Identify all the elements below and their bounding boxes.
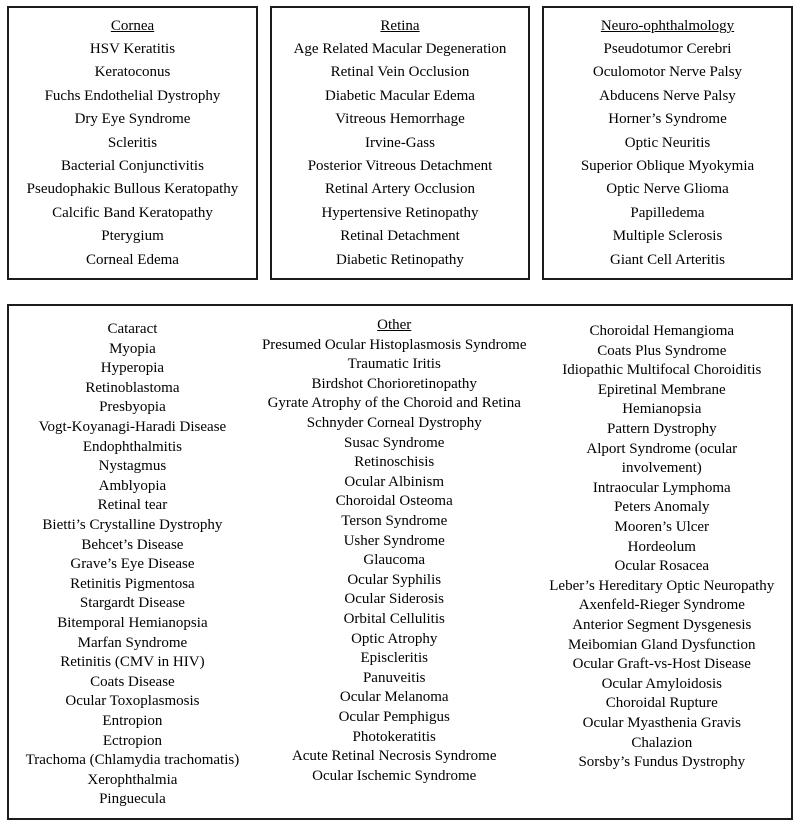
other-middle-column — [250, 316, 539, 786]
list-item: Ocular Albinism — [344, 473, 444, 490]
list-item: Retinoschisis — [354, 454, 435, 471]
list-item: Ocular Rosacea — [614, 558, 710, 575]
list-item: Retinal Artery Occlusion — [325, 181, 475, 198]
cornea-title: Cornea — [110, 18, 155, 34]
list-item: Age Related Macular Degeneration — [293, 41, 507, 57]
list-item: Chalazion — [631, 734, 693, 751]
list-item: Retinitis Pigmentosa — [70, 575, 195, 592]
list-item: Coats Plus Syndrome — [597, 342, 727, 359]
list-item: Pinguecula — [99, 791, 166, 808]
list-item: Abducens Nerve Palsy — [599, 87, 736, 104]
list-item: Pseudophakic Bullous Keratopathy — [26, 181, 239, 198]
list-item: Acute Retinal Necrosis Syndrome — [291, 748, 497, 765]
list-item: Meibomian Gland Dysfunction — [568, 636, 756, 653]
list-item: Entropion — [102, 712, 163, 729]
list-item: Hypertensive Retinopathy — [321, 204, 479, 221]
list-item: Choroidal Hemangioma — [589, 323, 735, 340]
list-item: Ectropion — [102, 732, 162, 749]
list-item: Diabetic Macular Edema — [325, 87, 475, 104]
list-item: Pterygium — [101, 228, 164, 245]
list-item: Terson Syndrome — [341, 513, 448, 529]
list-item: Superior Oblique Myokymia — [580, 158, 755, 175]
cornea-list — [13, 38, 252, 272]
list-item: Giant Cell Arteritis — [610, 251, 725, 268]
list-item: Schnyder Corneal Dystrophy — [306, 415, 482, 432]
list-item: Ocular Toxoplasmosis — [65, 693, 200, 710]
list-item: Usher Syndrome — [343, 532, 445, 549]
list-item: Scleritis — [107, 134, 158, 151]
neuro-ophthalmology-title: Neuro-ophthalmology — [600, 18, 735, 34]
list-item: Diabetic Retinopathy — [336, 251, 464, 268]
list-item: Ocular Myasthenia Gravis — [582, 714, 741, 731]
category-boxes-row — [7, 6, 793, 280]
list-item: Traumatic Iritis — [347, 356, 441, 373]
list-item: Choroidal Osteoma — [335, 493, 453, 510]
list-item: Dry Eye Syndrome — [74, 111, 191, 128]
retina-box — [270, 6, 530, 280]
list-item: Oculomotor Nerve Palsy — [592, 64, 743, 81]
list-item: Orbital Cellulitis — [343, 610, 445, 627]
list-item: Grave’s Eye Disease — [70, 556, 195, 573]
other-title: Other — [377, 317, 412, 334]
list-item: Gyrate Atrophy of the Choroid and Retina — [267, 395, 521, 412]
list-item: Hemianopsia — [622, 401, 702, 418]
list-item: Ocular Pemphigus — [338, 708, 450, 725]
list-item: Sorsby’s Fundus Dystrophy — [578, 754, 746, 771]
list-item: Ocular Melanoma — [339, 689, 449, 706]
list-item: Optic Neuritis — [624, 134, 711, 151]
retina-title: Retina — [380, 18, 420, 34]
list-item: Intraocular Lymphoma — [592, 479, 731, 496]
list-item: Epiretinal Membrane — [597, 381, 726, 398]
list-item: Hordeolum — [627, 538, 696, 555]
other-middle-list — [250, 336, 539, 787]
list-item: Choroidal Rupture — [605, 695, 718, 712]
list-item: Multiple Sclerosis — [612, 228, 723, 245]
neuro-ophthalmology-box — [542, 6, 793, 280]
list-item: Vogt-Koyanagi-Haradi Disease — [38, 419, 227, 436]
list-item: Bietti’s Crystalline Dystrophy — [42, 517, 223, 533]
list-item: Endophthalmitis — [82, 438, 182, 455]
list-item: Axenfeld-Rieger Syndrome — [578, 597, 745, 614]
list-item: Photokeratitis — [352, 728, 436, 745]
list-item: Vitreous Hemorrhage — [335, 111, 465, 128]
list-item: Peters Anomaly — [614, 499, 710, 516]
list-item: Marfan Syndrome — [77, 634, 188, 651]
list-item: Episcleritis — [360, 650, 428, 667]
list-item: Stargardt Disease — [79, 595, 185, 612]
list-item: Optic Nerve Glioma — [606, 181, 729, 198]
retina-list — [276, 38, 524, 272]
list-item: Retinal Detachment — [340, 228, 460, 245]
other-left-column — [15, 316, 250, 810]
list-item: Nystagmus — [98, 458, 167, 475]
neuro-ophthalmology-list — [548, 38, 787, 272]
list-item: Pseudotumor Cerebri — [603, 41, 732, 57]
other-right-list — [545, 322, 779, 773]
list-item: Irvine-Gass — [365, 134, 435, 151]
list-item: Idiopathic Multifocal Choroiditis — [562, 362, 762, 379]
other-left-list — [15, 320, 250, 810]
list-item: Fuchs Endothelial Dystrophy — [44, 87, 221, 104]
list-item: Ocular Siderosis — [344, 591, 444, 608]
list-item: Posterior Vitreous Detachment — [307, 158, 493, 175]
list-item: Trachoma (Chlamydia trachomatis) — [25, 752, 240, 769]
list-item: Cataract — [107, 321, 158, 338]
list-item: Ocular Ischemic Syndrome — [312, 767, 477, 784]
list-item: Retinal Vein Occlusion — [330, 64, 470, 81]
list-item: Pattern Dystrophy — [607, 421, 717, 438]
list-item: Birdshot Chorioretinopathy — [311, 375, 477, 392]
other-box — [7, 304, 793, 820]
list-item: Mooren’s Ulcer — [614, 519, 710, 535]
list-item: Optic Atrophy — [351, 630, 438, 647]
list-item: Calcific Band Keratopathy — [52, 204, 213, 221]
list-item: Bacterial Conjunctivitis — [61, 158, 204, 175]
list-item: Ocular Amyloidosis — [601, 675, 722, 692]
list-item: Ocular Graft-vs-Host Disease — [572, 656, 751, 673]
other-right-column — [539, 316, 785, 773]
list-item: HSV Keratitis — [89, 41, 176, 57]
list-item: Keratoconus — [94, 64, 171, 81]
list-item: Glaucoma — [363, 552, 426, 569]
list-item: Hyperopia — [100, 360, 165, 377]
list-item: Retinoblastoma — [85, 379, 180, 396]
list-item: Presumed Ocular Histoplasmosis Syndrome — [261, 336, 527, 353]
list-item: Myopia — [109, 340, 156, 357]
list-item: Corneal Edema — [86, 251, 179, 268]
cornea-box — [7, 6, 258, 280]
list-item: Bitemporal Hemianopsia — [57, 614, 208, 631]
list-item: Papilledema — [630, 204, 705, 221]
list-item: Retinal tear — [97, 497, 168, 514]
list-item: Xerophthalmia — [87, 771, 178, 788]
list-item: Panuveitis — [362, 669, 426, 686]
list-item: Presbyopia — [99, 399, 166, 416]
list-item: Horner’s Syndrome — [608, 111, 727, 128]
list-item: Coats Disease — [90, 673, 175, 690]
list-item: Retinitis (CMV in HIV) — [60, 654, 205, 671]
list-item: Behcet’s Disease — [81, 536, 184, 553]
list-item: Susac Syndrome — [344, 434, 445, 451]
list-item: Amblyopia — [98, 477, 167, 494]
list-item: Leber’s Hereditary Optic Neuropathy — [549, 577, 775, 594]
list-item: Alport Syndrome (ocular involvement) — [586, 440, 738, 477]
list-item: Anterior Segment Dysgenesis — [572, 616, 752, 633]
list-item: Ocular Syphilis — [347, 571, 442, 588]
